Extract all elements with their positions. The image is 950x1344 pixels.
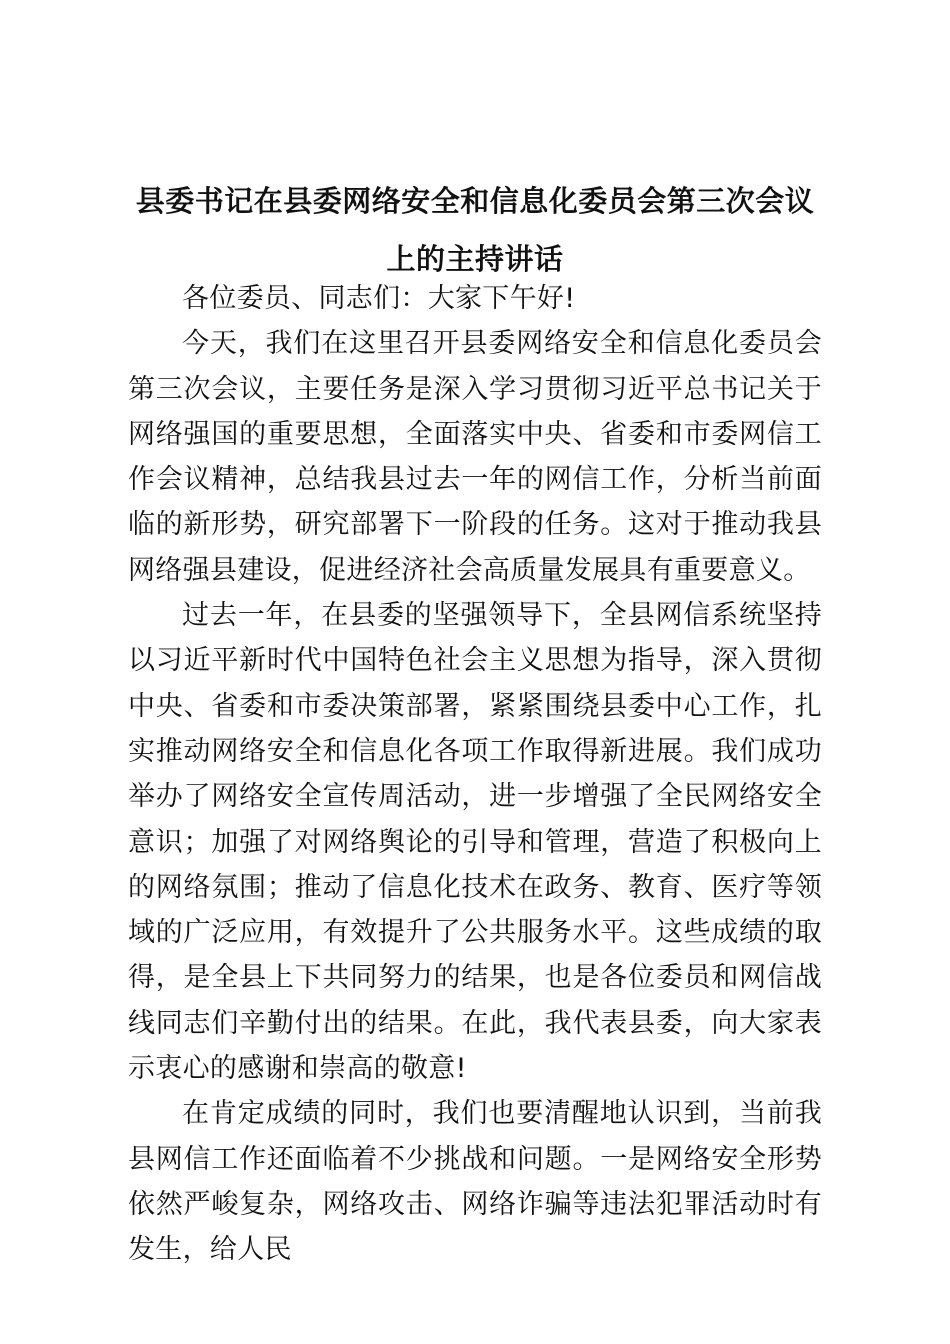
- salutation: 各位委员、同志们：大家下午好!: [182, 283, 576, 314]
- paragraph-3: 在肯定成绩的同时，我们也要清醒地认识到，当前我县网信工作还面临着不少挑战和问题。一是网络安全形势依然严峻复杂，网络攻击、网络诈骗等违法犯罪活动时有发生，给人民: [128, 1098, 822, 1266]
- paragraph-2: 过去一年，在县委的坚强领导下，全县网信系统坚持以习近平新时代中国特色社会主义思想为指导，深入贯彻中央、省委和市委决策部署，紧紧围绕县委中心工作，扎实推动网络安全和信息化各项工作取得新进展。我们成功举办了网络安全宣传周活动，进一步增强了全民网络安全意识；加强了对网络舆论的引导和管理，营造了积极向上的网络氛围；推动了信息化技术在政务、教育、医疗等领域的广泛应用，有效提升了公共服务水平。这些成绩的取得，是全县上下共同努力的结果，也是各位委员和网信战线同志们辛勤付出的结果。在此，我代表县委，向大家表示衷心的感谢和崇高的敬意!: [128, 600, 822, 1085]
- paragraph-1: 今天，我们在这里召开县委网络安全和信息化委员会第三次会议，主要任务是深入学习贯彻习近平总书记关于网络强国的重要思想，全面落实中央、省委和市委网信工作会议精神，总结我县过去一年的网信工作，分析当前面临的新形势，研究部署下一阶段的任务。这对于推动我县网络强县建设，促进经济社会高质量发展具有重要意义。: [128, 328, 822, 586]
- document-title: 县委书记在县委网络安全和信息化委员会第三次会议上的主持讲话: [135, 184, 815, 276]
- document-body: [128, 276, 822, 1273]
